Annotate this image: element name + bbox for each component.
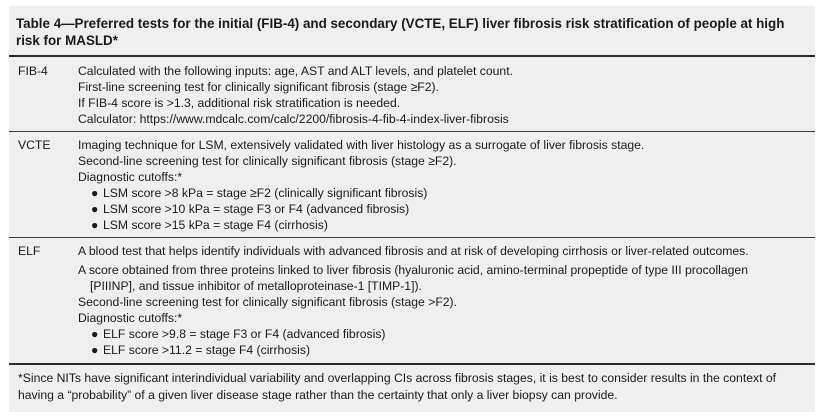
row-label-fib4: FIB-4 (18, 64, 48, 78)
vcte-line: Second-line screening test for clinically significant fibrosis (stage ≥F2). (78, 154, 457, 168)
elf-line: A blood test that helps identify individuals with advanced fibrosis and at risk of developing cirrhosis or liver-related outcomes. (78, 244, 749, 258)
elf-line: Diagnostic cutoffs:* (78, 311, 183, 325)
table-container (9, 6, 815, 412)
elf-line: Second-line screening test for clinically significant fibrosis (stage >F2). (78, 295, 457, 309)
elf-cutoff-item: ● ELF score >9.8 = stage F3 or F4 (advanced fibrosis) (91, 327, 386, 341)
fib4-line: If FIB-4 score is >1.3, additional risk stratification is needed. (78, 96, 401, 110)
bullet-icon: ● (91, 327, 99, 341)
fib4-calculator-link[interactable]: Calculator: https://www.mdcalc.com/calc/2200/fibrosis-4-fib-4-index-liver-fibrosis (78, 112, 509, 126)
row-divider (9, 237, 815, 238)
bullet-icon: ● (91, 202, 99, 216)
row-divider (9, 131, 815, 132)
vcte-cutoff-item: ● LSM score >8 kPa = stage ≥F2 (clinically significant fibrosis) (91, 186, 428, 200)
fib4-line: First-line screening test for clinically significant fibrosis (stage ≥F2). (78, 80, 439, 94)
bullet-icon: ● (91, 186, 99, 200)
fib4-line: Calculated with the following inputs: age, AST and ALT levels, and platelet count. (78, 64, 513, 78)
table-caption: Table 4—Preferred tests for the initial (FIB-4) and secondary (VCTE, ELF) liver fibrosis risk stratification of people at high risk for MASLD* (16, 16, 785, 48)
row-label-vcte: VCTE (18, 138, 51, 152)
vcte-cutoff-item: ● LSM score >10 kPa = stage F3 or F4 (advanced fibrosis) (91, 202, 410, 216)
bullet-icon: ● (91, 343, 99, 357)
row-label-elf: ELF (18, 244, 41, 258)
vcte-line: Diagnostic cutoffs:* (78, 170, 183, 184)
footer-rule (9, 363, 815, 365)
vcte-line: Imaging technique for LSM, extensively validated with liver histology as a surrogate of liver fibrosis stage. (78, 138, 645, 152)
elf-line: A score obtained from three proteins linked to liver fibrosis (hyaluronic acid, amino-terminal propeptide of type III procollagen (78, 263, 748, 277)
elf-cutoff-item: ● ELF score >11.2 = stage F4 (cirrhosis) (91, 343, 311, 357)
elf-line: [PIIINP], and tissue inhibitor of metalloproteinase-1 [TIMP-1]). (90, 279, 422, 293)
header-rule (9, 55, 815, 57)
vcte-cutoff-item: ● LSM score >15 kPa = stage F4 (cirrhosis) (91, 218, 328, 232)
bullet-icon: ● (91, 218, 99, 232)
table-footnote: *Since NITs have significant interindividual variability and overlapping CIs across fibrosis stages, it is best to consider results in the context of having a “probability” of a given liver disease stage rather than the certainty that only a liver biopsy can provide. (18, 371, 777, 402)
